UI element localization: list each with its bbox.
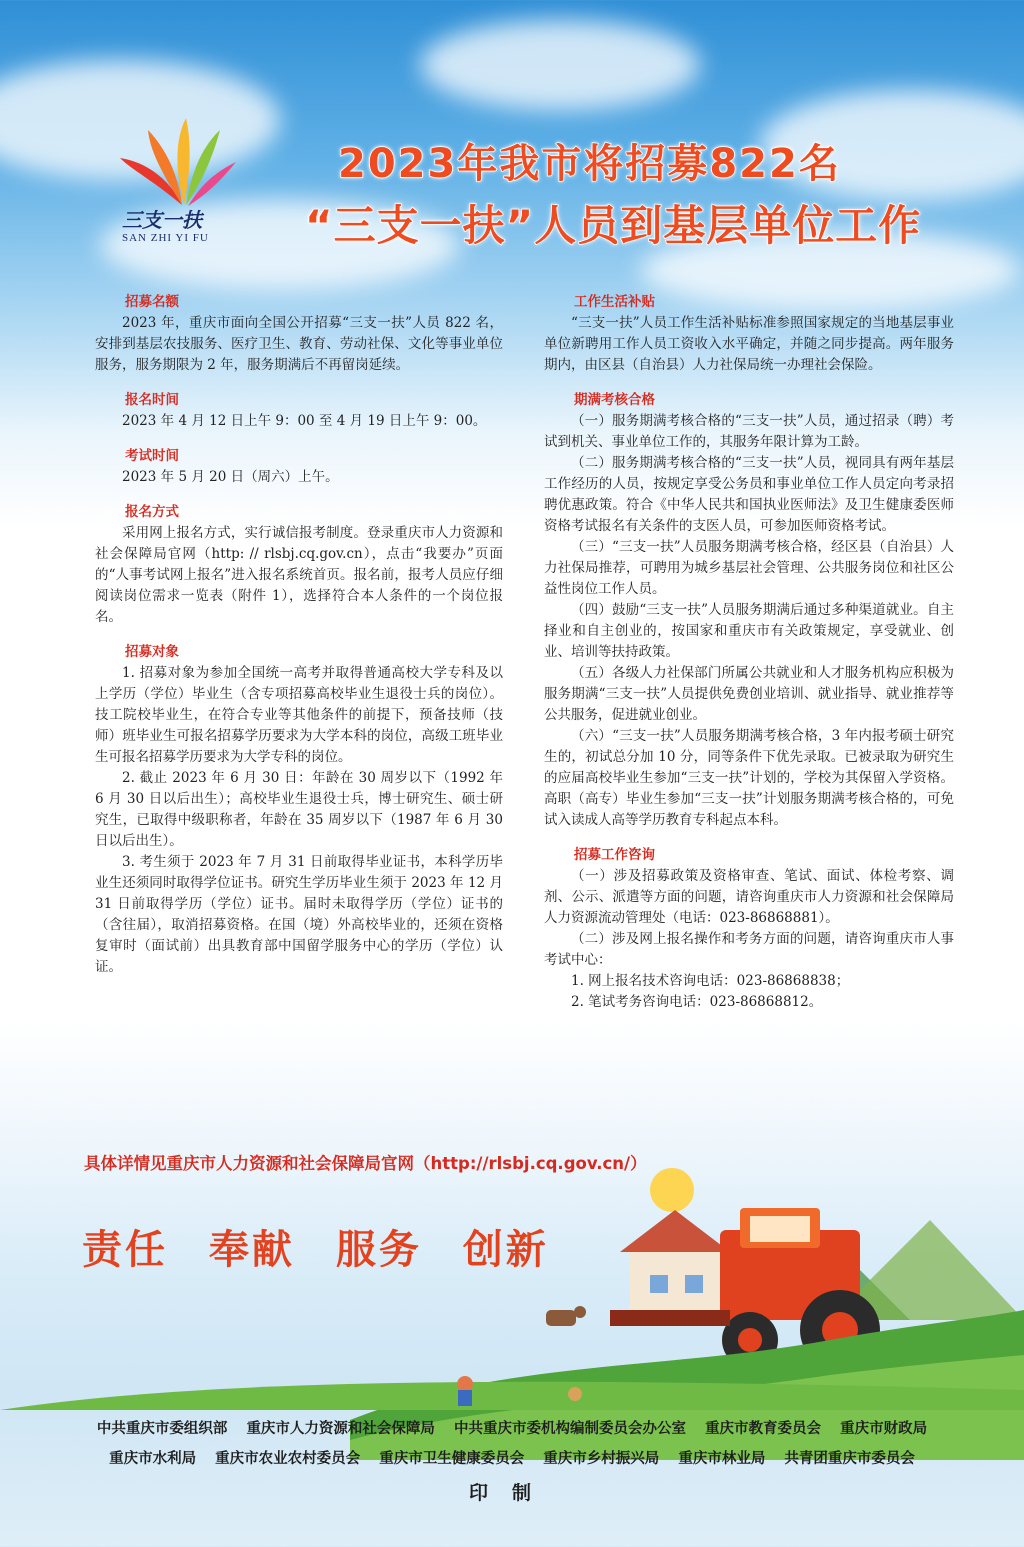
headline-line1: 2023年我市将招募822名 <box>338 141 841 187</box>
section-title: 期满考核合格 <box>574 392 655 408</box>
right-column <box>544 292 954 1013</box>
section-title: 招募对象 <box>125 644 179 660</box>
section-paragraph: （一）服务期满考核合格的“三支一扶”人员，通过招录（聘）考试到机关、事业单位工作的，其服务年限计算为工龄。 <box>544 413 954 450</box>
footer-org: 共青团重庆市委员会 <box>784 1451 915 1467</box>
slogan <box>82 1218 549 1275</box>
section-paragraph: （六）“三支一扶”人员服务期满考核合格，3 年内报考硕士研究生的，初试总分加 10 分，同等条件下优先录取。已被录取为研究生的应届高校毕业生参加“三支一扶”计划的，学校为其保留入学资格。高职（高专）毕业生参加“三支一扶”计划服务期满考核合格的，可免试入读成人高等学历教育专科起点本科。 <box>544 728 954 828</box>
section-title: 招募工作咨询 <box>574 847 655 863</box>
grass-strip-icon <box>0 1370 1024 1410</box>
tractor-farm-illustration-icon <box>350 1160 1024 1460</box>
slogan-word: 责任 <box>82 1227 168 1273</box>
footer-org: 重庆市财政局 <box>840 1421 928 1437</box>
logo-pinyin: SAN ZHI YI FU <box>122 232 209 244</box>
footer-org: 重庆市人力资源和社会保障局 <box>246 1421 435 1437</box>
section-paragraph: 3. 考生须于 2023 年 7 月 31 日前取得毕业证书，本科学历毕业生还须同时取得学位证书。研究生学历毕业生须于 2023 年 12 月 31 日前取得学历（学位）证书。届时未取得学历（学位）证书的（含往届），取消招募资格。在国（境）外高校毕业的，还须在资格复审时（面试前）出具教育部中国留学服务中心的学历（学位）认证。 <box>95 854 503 975</box>
section-paragraph: （四）鼓励“三支一扶”人员服务期满后通过多种渠道就业。自主择业和自主创业的，按国家和重庆市有关政策规定，享受就业、创业、培训等扶持政策。 <box>544 602 954 660</box>
sky-cloud <box>420 20 700 110</box>
section-paragraph: 2023 年 4 月 12 日上午 9：00 至 4 月 19 日上午 9：00。 <box>122 413 487 429</box>
footer-org-row <box>0 1417 1024 1438</box>
logo-name: 三支一扶 <box>122 208 202 232</box>
headline-line2: “三支一扶”人员到基层单位工作 <box>305 201 922 250</box>
section-consultation <box>544 845 954 1013</box>
section-paragraph: 1. 招募对象为参加全国统一高考并取得普通高校大学专科及以上学历（学位）毕业生（含专项招募高校毕业生退役士兵的岗位）。技工院校毕业生，在符合专业等其他条件的前提下，预备技师（技师）班毕业生可报名招募学历要求为大学本科的岗位，高级工班毕业生可报名招募学历要求为大学专科的岗位。 <box>95 665 503 765</box>
section-title: 工作生活补贴 <box>574 294 655 310</box>
section-paragraph: 2. 笔试考务咨询电话：023-86868812。 <box>571 994 823 1010</box>
section-paragraph: 采用网上报名方式，实行诚信报考制度。登录重庆市人力资源和社会保障局官网（http: // rlsbj.cq.gov.cn），点击“我要办”页面的“人事考试网上报名”进入报名系统首页。报名前，报考人员应仔细阅读岗位需求一览表（附件 1），选择符合本人条件的一个岗位报名。 <box>95 525 503 625</box>
section-exam-time <box>95 446 503 488</box>
section-title: 报名方式 <box>125 504 179 520</box>
section-paragraph: （三）“三支一扶”人员服务期满考核合格，经区县（自治县）人力社保局推荐，可聘用为城乡基层社会管理、公共服务岗位和社区公益性岗位工作人员。 <box>544 539 954 597</box>
section-assessment <box>544 390 954 831</box>
slogan-word: 奉献 <box>208 1227 295 1273</box>
section-paragraph: （二）涉及网上报名操作和考务方面的问题，请咨询重庆市人事考试中心： <box>544 931 954 968</box>
footer-org: 重庆市林业局 <box>678 1451 766 1467</box>
footer-org: 重庆市水利局 <box>109 1451 197 1467</box>
website-note: 具体详情见重庆市人力资源和社会保障局官网（http://rlsbj.cq.gov.cn/） <box>84 1154 647 1173</box>
footer-org: 中共重庆市委机构编制委员会办公室 <box>454 1421 686 1437</box>
section-paragraph: （一）涉及招募政策及资格审查、笔试、面试、体检考察、调剂、公示、派遣等方面的问题，请咨询重庆市人力资源和社会保障局人力资源流动管理处（电话：023-86868881）。 <box>544 868 954 926</box>
section-paragraph: （五）各级人力社保部门所属公共就业和人才服务机构应积极为服务期满“三支一扶”人员提供免费创业培训、就业指导、就业推荐等公共服务，促进就业创业。 <box>544 665 954 723</box>
section-title: 考试时间 <box>125 448 179 464</box>
section-paragraph: 2023 年 5 月 20 日（周六）上午。 <box>122 469 339 485</box>
footer-org: 重庆市乡村振兴局 <box>543 1451 660 1467</box>
section-paragraph: “三支一扶”人员工作生活补贴标准参照国家规定的当地基层事业单位新聘用工作人员工资收入水平确定，并随之同步提高。两年服务期内，由区县（自治县）人力社保局统一办理社会保险。 <box>544 315 954 373</box>
section-paragraph: 1. 网上报名技术咨询电话：023-86868838； <box>571 973 850 989</box>
section-title: 招募名额 <box>125 294 179 310</box>
section-subsidy <box>544 292 954 376</box>
section-registration-method <box>95 502 503 628</box>
footer-org: 重庆市教育委员会 <box>705 1421 822 1437</box>
section-paragraph: 2023 年，重庆市面向全国公开招募“三支一扶”人员 822 名，安排到基层农技服务、医疗卫生、教育、劳动社保、文化等事业单位服务，服务期限为 2 年，服务期满后不再留岗延续。 <box>95 315 503 373</box>
left-column <box>95 292 503 978</box>
section-quota <box>95 292 503 376</box>
print-label: 印制 <box>468 1482 555 1504</box>
footer-org: 中共重庆市委组织部 <box>96 1421 228 1437</box>
section-registration-time <box>95 390 503 432</box>
footer-org: 重庆市农业农村委员会 <box>215 1451 361 1467</box>
section-eligibility <box>95 642 503 978</box>
section-title: 报名时间 <box>125 392 179 408</box>
slogan-word: 服务 <box>335 1227 422 1273</box>
section-paragraph: 2. 截止 2023 年 6 月 30 日：年龄在 30 周岁以下（1992 年 6 月 30 日以后出生）；高校毕业生退役士兵，博士研究生、硕士研究生，已取得中级职称者，年龄在 35 周岁以下（1987 年 6 月 30 日以后出生）。 <box>95 770 503 849</box>
footer-org-row <box>0 1447 1024 1468</box>
footer-org: 重庆市卫生健康委员会 <box>379 1451 525 1467</box>
slogan-word: 创新 <box>462 1227 549 1273</box>
section-paragraph: （二）服务期满考核合格的“三支一扶”人员，视同具有两年基层工作经历的人员，按规定享受公务员和事业单位工作人员定向考录招聘优惠政策。符合《中华人民共和国执业医师法》及卫生健康委医师资格考试报名有关条件的支医人员，可参加医师资格考试。 <box>544 455 954 534</box>
